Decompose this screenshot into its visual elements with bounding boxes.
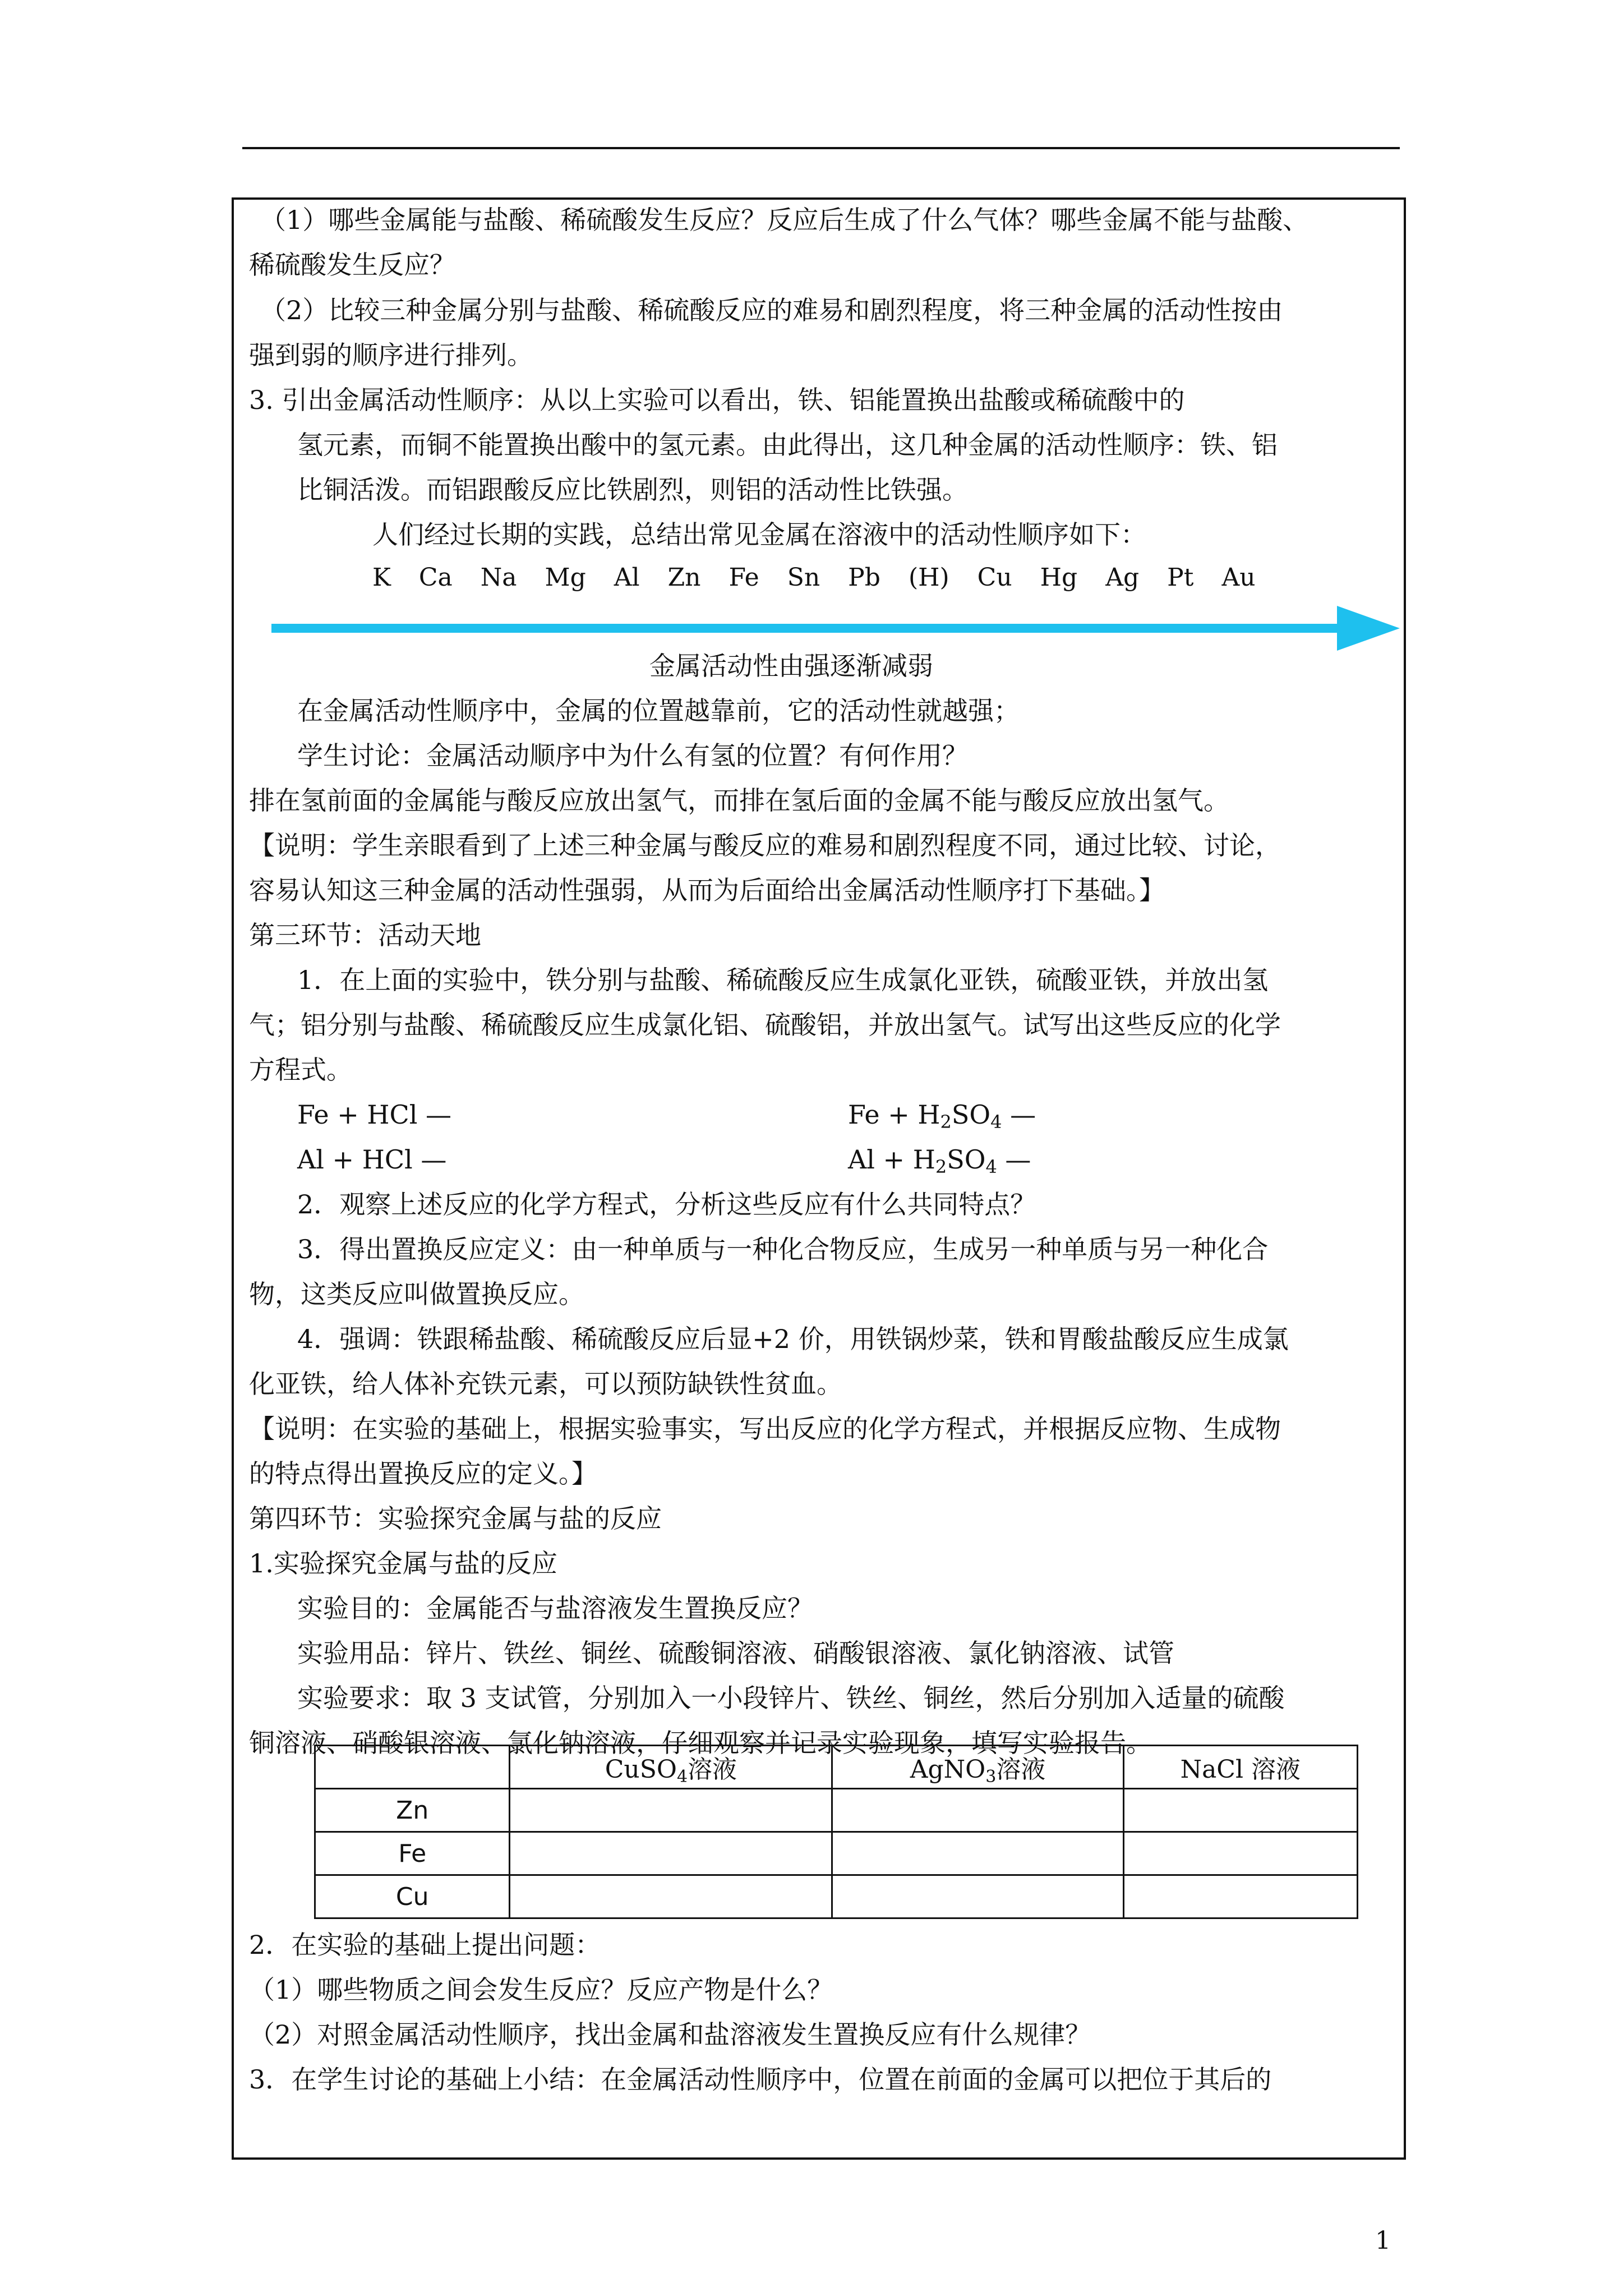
metal-symbol: Cu (977, 563, 1012, 592)
paragraph-1: 在金属活动性顺序中，金属的位置越靠前，它的活动性就越强； (297, 696, 1020, 726)
equation-fe-hcl: Fe + HCl — (297, 1099, 452, 1130)
activity-3-line-2: 物，这类反应叫做置换反应。 (249, 1279, 584, 1309)
activity-3-line-1: 3．得出置换反应定义：由一种单质与一种化合物反应，生成另一种单质与另一种化合 (297, 1234, 1269, 1264)
step-3-line-3: 比铜活泼。而铝跟酸反应比铁剧烈，则铝的活动性比铁强。 (297, 475, 968, 505)
table-cell (1123, 1789, 1357, 1832)
summary-line: 3．在学生讨论的基础上小结：在金属活动性顺序中，位置在前面的金属可以把位于其后的 (249, 2064, 1272, 2095)
follow-up-heading: 2．在实验的基础上提出问题： (249, 1930, 601, 1960)
experiment-requirements-line-2: 铜溶液、硝酸银溶液、氯化钠溶液，仔细观察并记录实验现象，填写实验报告。 (249, 1728, 1152, 1758)
activity-1-line-1: 1．在上面的实验中，铁分别与盐酸、稀硫酸反应生成氯化亚铁，硫酸亚铁，并放出氢 (297, 965, 1269, 995)
activity-4-line-1: 4．强调：铁跟稀盐酸、稀硫酸反应后显+2 价，用铁锅炒菜，铁和胃酸盐酸反应生成氯 (297, 1324, 1289, 1354)
table-cell (1123, 1832, 1357, 1875)
column-header-nacl: NaCl 溶液 (1123, 1746, 1357, 1789)
metal-symbol: K (372, 563, 391, 592)
metal-symbol: Zn (667, 563, 701, 592)
section-3-heading: 第三环节：活动天地 (249, 920, 481, 950)
note-2-line-1: 【说明：在实验的基础上，根据实验事实，写出反应的化学方程式，并根据反应物、生成物 (249, 1414, 1281, 1444)
metal-symbol: Pt (1167, 563, 1194, 592)
paragraph-2: 学生讨论：金属活动顺序中为什么有氢的位置？有何作用？ (297, 740, 968, 771)
question-2-line-1: （2）比较三种金属分别与盐酸、稀硫酸反应的难易和剧烈程度，将三种金属的活动性按由 (260, 295, 1283, 325)
table-cell (832, 1789, 1123, 1832)
header-rule (242, 147, 1400, 149)
follow-up-question-1: （1）哪些物质之间会发生反应？反应产物是什么？ (249, 1975, 833, 2005)
note-2-line-2: 的特点得出置换反应的定义。】 (249, 1458, 597, 1489)
section-4-heading: 第四环节：实验探究金属与盐的反应 (249, 1503, 662, 1534)
table-row (315, 1789, 1358, 1832)
experiment-heading: 1.实验探究金属与盐的反应 (249, 1548, 557, 1579)
metal-activity-series (372, 561, 1284, 595)
activity-2: 2．观察上述反应的化学方程式，分析这些反应有什么共同特点？ (297, 1189, 1036, 1220)
experiment-report-table (314, 1745, 1358, 1919)
note-1-line-2: 容易认知这三种金属的活动性强弱，从而为后面给出金属活动性顺序打下基础。】 (249, 875, 1165, 905)
table-cell (510, 1875, 832, 1918)
question-2-line-2: 强到弱的顺序进行排列。 (249, 340, 533, 370)
row-header-fe: Fe (315, 1832, 510, 1875)
experiment-requirements-line-1: 实验要求：取 3 支试管，分别加入一小段锌片、铁丝、铜丝，然后分别加入适量的硫酸 (297, 1683, 1285, 1713)
activity-arrow-icon (271, 605, 1400, 652)
activity-1-line-2: 气；铝分别与盐酸、稀硫酸反应生成氯化铝、硫酸铝，并放出氢气。试写出这些反应的化学 (249, 1010, 1281, 1040)
metal-symbol: Ca (418, 563, 453, 592)
metal-symbol: (H) (908, 563, 949, 592)
metal-symbol: Na (480, 563, 517, 592)
note-1-line-1: 【说明：学生亲眼看到了上述三种金属与酸反应的难易和剧烈程度不同，通过比较、讨论， (249, 830, 1281, 861)
equation-al-h2so4: $Al + H_2SO_4$ — (848, 1144, 1031, 1177)
paragraph-3: 排在氢前面的金属能与酸反应放出氢气，而排在氢后面的金属不能与酸反应放出氢气。 (249, 785, 1229, 816)
step-3-line-2: 氢元素，而铜不能置换出酸中的氢元素。由此得出，这几种金属的活动性顺序：铁、铝 (297, 430, 1278, 460)
equation-al-hcl: Al + HCl — (297, 1144, 447, 1175)
row-header-zn: Zn (315, 1789, 510, 1832)
table-cell (832, 1875, 1123, 1918)
metal-symbol: Pb (848, 563, 880, 592)
table-cell (510, 1789, 832, 1832)
table-cell (1123, 1875, 1357, 1918)
activity-4-line-2: 化亚铁，给人体补充铁元素，可以预防缺铁性贫血。 (249, 1369, 842, 1399)
activity-1-line-3: 方程式。 (249, 1055, 352, 1085)
metal-symbol: Mg (545, 563, 586, 592)
table-corner-cell (315, 1746, 510, 1789)
table-header-row (315, 1746, 1358, 1789)
table-cell (510, 1832, 832, 1875)
follow-up-question-2: （2）对照金属活动性顺序，找出金属和盐溶液发生置换反应有什么规律？ (249, 2019, 1091, 2050)
table-cell (832, 1832, 1123, 1875)
experiment-purpose: 实验目的：金属能否与盐溶液发生置换反应？ (297, 1593, 813, 1623)
step-3-line-4: 人们经过长期的实践，总结出常见金属在溶液中的活动性顺序如下： (372, 519, 1146, 550)
equation-fe-h2so4: $Fe + H_2SO_4$ — (848, 1099, 1036, 1133)
question-1-line-2: 稀硫酸发生反应？ (249, 250, 455, 280)
arrow-caption: 金属活动性由强逐渐减弱 (649, 651, 933, 681)
column-header-agno3: AgNO$_3$溶液 (832, 1746, 1123, 1789)
metal-symbol: Ag (1105, 563, 1140, 592)
table-row (315, 1832, 1358, 1875)
metal-symbol: Sn (787, 563, 820, 592)
step-3-line-1: 3. 引出金属活动性顺序：从以上实验可以看出，铁、铝能置换出盐酸或稀硫酸中的 (249, 385, 1185, 415)
metal-symbol: Au (1221, 563, 1256, 592)
metal-symbol: Hg (1040, 563, 1078, 592)
page-number: 1 (1375, 2226, 1391, 2255)
column-header-cuso4: CuSO$_4$溶液 (510, 1746, 832, 1789)
table-row (315, 1875, 1358, 1918)
metal-symbol: Al (614, 563, 640, 592)
row-header-cu: Cu (315, 1875, 510, 1918)
question-1-line-1: （1）哪些金属能与盐酸、稀硫酸发生反应？反应后生成了什么气体？哪些金属不能与盐酸、 (260, 205, 1309, 235)
experiment-materials: 实验用品：锌片、铁丝、铜丝、硫酸铜溶液、硝酸银溶液、氯化钠溶液、试管 (297, 1638, 1174, 1668)
metal-symbol: Fe (728, 563, 759, 592)
